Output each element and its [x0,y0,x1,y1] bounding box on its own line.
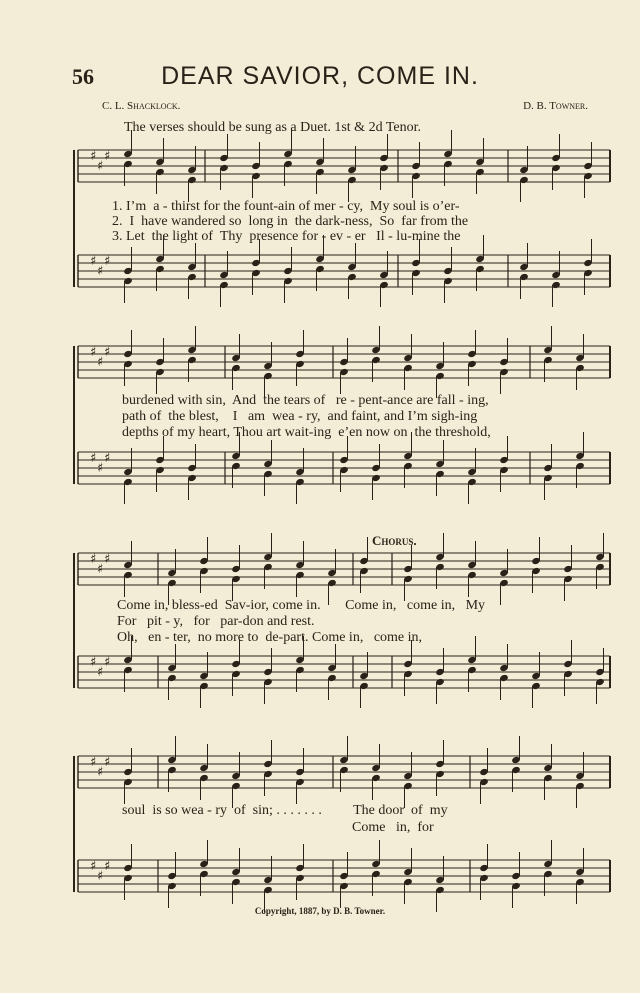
sharp-sign: ♯ [90,859,97,874]
sharp-sign: ♯ [104,552,111,567]
performance-instruction: The verses should be sung as a Duet. 1st & 2d Tenor. [124,120,421,135]
sharp-sign: ♯ [97,159,104,174]
lyric-line: Come in, for [352,820,434,835]
sharp-sign: ♯ [104,149,111,164]
sharp-sign: ♯ [104,859,111,874]
lyric-line: Oh, en - ter, no more to de-part. Come in, come in, [117,630,423,645]
lyric-line: 3. Let the light of Thy presence for - ev - er Il - lu-mine the [112,229,461,244]
sharp-sign: ♯ [97,264,104,279]
composer-credit: D. B. Towner. [523,100,588,112]
copyright-notice: Copyright, 1887, by D. B. Towner. [254,906,386,916]
lyric-line: burdened with sin, And the tears of re - pent-ance are fall - ing, [122,393,489,408]
chorus-label: Chorus. [372,533,417,548]
sharp-sign: ♯ [90,755,97,770]
lyric-line: 1. I’m a - thirst for the fount-ain of mer - cy, My soul is o’er- [112,199,460,214]
lyric-line: depths of my heart, Thou art wait-ing e’en now on the threshold, [122,425,491,440]
lyric-line: 2. I have wandered so long in the dark-ness, So far from the [112,214,469,229]
sharp-sign: ♯ [104,345,111,360]
lyric-line: For pit - y, for par-don and rest. [117,614,315,629]
sharp-sign: ♯ [104,655,111,670]
sharp-sign: ♯ [97,562,104,577]
sharp-sign: ♯ [97,355,104,370]
sharp-sign: ♯ [97,869,104,884]
lyricist-credit: C. L. Shacklock. [102,100,181,112]
sharp-sign: ♯ [97,665,104,680]
sharp-sign: ♯ [97,765,104,780]
sharp-sign: ♯ [90,254,97,269]
sharp-sign: ♯ [104,451,111,466]
sharp-sign: ♯ [90,655,97,670]
sharp-sign: ♯ [90,451,97,466]
page-title: DEAR SAVIOR, COME IN. [161,62,479,90]
page-number: 56 [72,64,94,89]
sharp-sign: ♯ [104,755,111,770]
lyric-line: path of the blest, I am wea - ry, and faint, and I’m sigh-ing [122,409,478,424]
sharp-sign: ♯ [97,461,104,476]
sharp-sign: ♯ [104,254,111,269]
sharp-sign: ♯ [90,345,97,360]
lyric-line: soul is so wea - ry of sin; . . . . . . . The door of my [122,803,448,818]
lyric-line: Come in, bless-ed Sav-ior, come in. Come in, come in, My [117,598,486,613]
sharp-sign: ♯ [90,149,97,164]
sharp-sign: ♯ [90,552,97,567]
